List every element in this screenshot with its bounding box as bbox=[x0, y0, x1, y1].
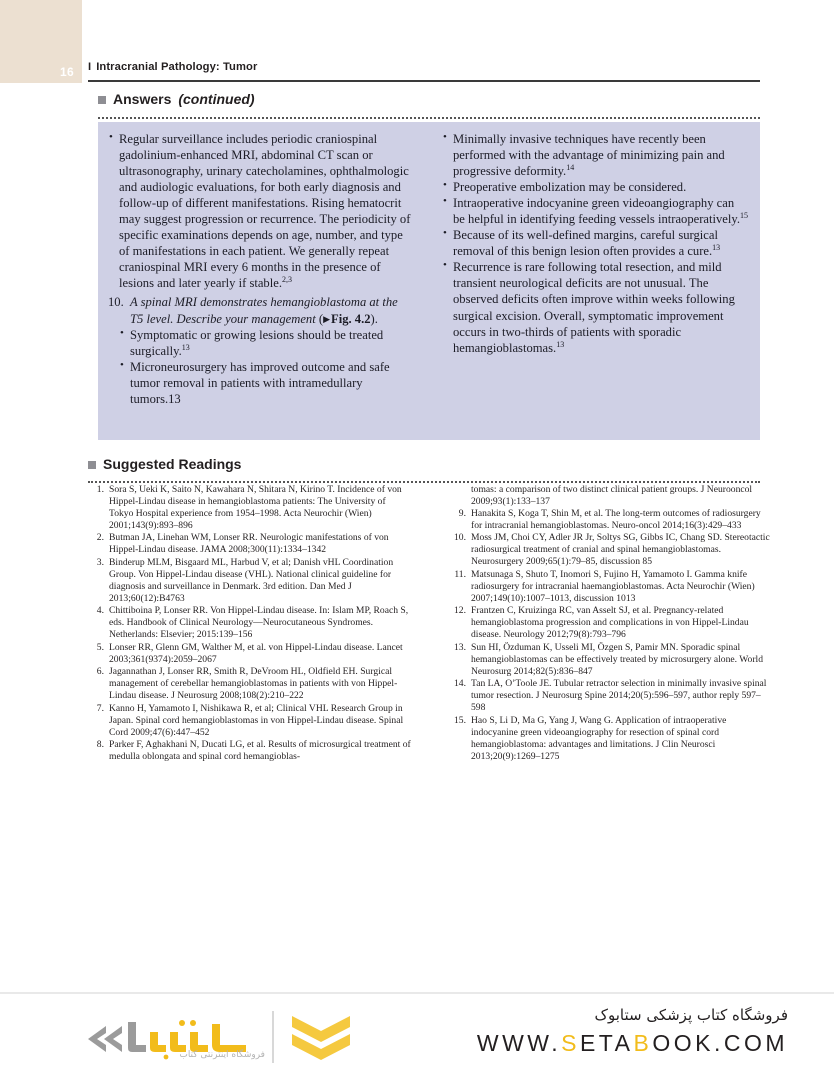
list-item bbox=[88, 557, 412, 605]
reference-text: Chittiboina P, Lonser RR. Von Hippel-Lindau disease. In: Islam MP, Roach S, eds. Handbook of Clinical Neurology—Neurocutaneous Syndromes. Netherlands: Elsevier; 2015:139–156 bbox=[109, 605, 409, 641]
footer-brand-text bbox=[358, 1006, 788, 1057]
reference-text: Lonser RR, Glenn GM, Walther M, et al. von Hippel-Lindau disease. Lancet 2003;361(9374):2059–2067 bbox=[109, 641, 403, 665]
reference-number: 1. bbox=[96, 484, 104, 495]
answer-bullet-text: Recurrence is rare following total resection, and mild transient neurological deficits are not unusual. The observed deficits often improve within weeks following surgical excision. Overall, symptomatic improvement occurs in two-thirds of patients with sporadic hemangioblastomas. bbox=[453, 260, 735, 355]
answer-bullet-text: Intraoperative indocyanine green videoangiography can be helpful in identifying feeding vessels intraoperatively. bbox=[453, 196, 741, 227]
reference-text: Sora S, Ueki K, Saito N, Kawahara N, Shitara N, Kirino T. Incidence of von Hippel-Lindau disease in hemangioblastoma patients: The University of Tokyo Hospital experience from 1954–1998. Acta Neurochir (Wien) 2001;143(9):893–896 bbox=[109, 484, 402, 531]
reference-number: 5. bbox=[96, 641, 104, 653]
list-item bbox=[442, 179, 748, 195]
list-item bbox=[450, 605, 772, 641]
list-item bbox=[450, 508, 772, 532]
page-number: 16 bbox=[60, 65, 74, 79]
list-item bbox=[442, 195, 748, 227]
url-part-0: WWW. bbox=[476, 1030, 562, 1056]
reference-text: Binderup MLM, Bisgaard ML, Harbud V, et al; Danish vHL Coordination Group. Von Hippel-Lindau disease (VHL). National clinical guideline for diagnosis and surveillance in Denmark. 3rd edition. Dan Med J 2013;60(12):B4763 bbox=[109, 556, 394, 604]
reference-number: 11. bbox=[454, 568, 466, 580]
reference-number: 3. bbox=[96, 556, 104, 568]
superscript-ref: 13 bbox=[712, 243, 721, 253]
reference-text: Parker F, Aghakhani N, Ducati LG, et al. Results of microsurgical treatment of medulla oblongata and spinal cord hemangioblas- bbox=[109, 739, 411, 763]
question-item-10 bbox=[108, 294, 414, 326]
superscript-ref: 13 bbox=[556, 339, 565, 349]
url-part-2: ETA bbox=[579, 1030, 634, 1056]
answers-right-column bbox=[428, 131, 748, 440]
triangle-right-icon: ▶ bbox=[323, 313, 330, 324]
readings-dotted-rule bbox=[88, 478, 760, 483]
reference-text: Frantzen C, Kruizinga RC, van Asselt SJ, et al. Pregnancy-related hemangioblastoma progression and complications in von Hippel-Lindau disease. Neurology 2012;79(8):793–796 bbox=[471, 605, 749, 641]
url-part-4: OOK.COM bbox=[652, 1030, 788, 1056]
url-part-1: S bbox=[561, 1030, 580, 1056]
reference-text: Butman JA, Linehan WM, Lonser RR. Neurologic manifestations of von Hippel-Lindau disease. JAMA 2008;300(11):1334–1342 bbox=[109, 532, 389, 556]
superscript-ref: 15 bbox=[740, 211, 749, 221]
reference-number: 14. bbox=[454, 678, 466, 690]
list-item bbox=[450, 678, 772, 714]
reference-text: Jagannathan J, Lonser RR, Smith R, DeVroom HL, Oldfield EH. Surgical management of cerebellar hemangioblastomas in patients with von Hippel-Lindau disease. J Neurosurg 2008;108(2):210–222 bbox=[109, 666, 398, 702]
reference-text: Matsunaga S, Shuto T, Inomori S, Fujino H, Yamamoto I. Gamma knife radiosurgery for intracranial haemangioblastomas. Acta Neurochir (Wien) 2007;149(10):1007–1013, discussion 1013 bbox=[471, 568, 755, 604]
reference-number: 13. bbox=[454, 641, 466, 653]
footer-tagline-fa: فروشگاه کتاب پزشکی ستابوک bbox=[594, 1006, 788, 1024]
answer-bullet-text: Preoperative embolization may be considered. bbox=[453, 180, 687, 195]
suggested-readings-heading bbox=[88, 456, 241, 472]
header-rule bbox=[88, 80, 760, 82]
answers-left-column bbox=[108, 131, 428, 440]
list-item bbox=[442, 259, 748, 355]
reference-text: Hanakita S, Koga T, Shin M, et al. The long-term outcomes of radiosurgery for intracranial hemangioblastomas. Neuro-oncol 2014;16(3):429–433 bbox=[471, 507, 761, 531]
footer-watermark-band bbox=[0, 992, 834, 1080]
answers-panel bbox=[98, 122, 760, 440]
reference-number: 9. bbox=[458, 507, 466, 519]
reference-number: 12. bbox=[454, 605, 466, 617]
reference-number: 15. bbox=[454, 714, 466, 726]
url-part-3: B bbox=[633, 1030, 653, 1056]
answers-right-bullet-list bbox=[442, 131, 748, 356]
answers-heading-suffix: (continued) bbox=[178, 91, 255, 107]
superscript-ref: 13 bbox=[181, 342, 190, 352]
suggested-readings-label: Suggested Readings bbox=[103, 456, 242, 472]
page-folio-block bbox=[0, 0, 82, 83]
list-item bbox=[450, 715, 772, 763]
list-item bbox=[442, 227, 748, 259]
footer-url[interactable] bbox=[358, 1030, 788, 1057]
reference-number: 7. bbox=[96, 702, 104, 714]
list-item bbox=[88, 666, 412, 702]
reference-text: Hao S, Li D, Ma G, Yang J, Wang G. Application of intraoperative indocyanine green videoangiography for resection of spinal cord hemangioblastoma: advantages and limitations. J Clin Neurosci 2013;20(9):1269–1275 bbox=[471, 714, 727, 762]
list-item bbox=[88, 532, 412, 556]
reference-number: 6. bbox=[96, 666, 104, 678]
answer-bullet-text: Because of its well-defined margins, careful surgical removal of this benign lesion often provides a cure. bbox=[453, 228, 718, 259]
superscript-ref: 2,3 bbox=[281, 275, 292, 285]
list-item bbox=[119, 327, 414, 359]
list-item bbox=[88, 739, 412, 763]
fig-open-paren: ( bbox=[318, 311, 324, 326]
list-item bbox=[119, 359, 414, 407]
list-item bbox=[450, 569, 772, 605]
reference-number: 10. bbox=[454, 532, 466, 544]
question-number: 10. bbox=[108, 295, 124, 310]
references-right-column bbox=[430, 484, 772, 764]
question-text: A spinal MRI demonstrates hemangioblastoma at the T5 level. Describe your management bbox=[130, 295, 398, 326]
list-item bbox=[88, 605, 412, 641]
list-item bbox=[442, 131, 748, 179]
reference-number: 4. bbox=[96, 605, 104, 617]
reference-text: Sun HI, Özduman K, Usseli MI, Özgen S, Pamir MN. Sporadic spinal hemangioblastomas can be effectively treated by microsurgery alone. World Neurosurg 2014;82(5):836–847 bbox=[471, 641, 764, 677]
list-item bbox=[450, 642, 772, 678]
figure-reference bbox=[319, 312, 378, 326]
reference-list-right bbox=[450, 508, 772, 763]
reference-text: Tan LA, O’Toole JE. Tubular retractor selection in minimally invasive spinal tumor resection. J Neurosurg Spine 2014;20(5):596–597, author reply 597–598 bbox=[471, 678, 767, 714]
chevron-stack-icon bbox=[290, 1014, 352, 1062]
answers-left-bullet-list bbox=[108, 131, 414, 291]
reference-list-left bbox=[88, 484, 412, 763]
answer-bullet-text: Regular surveillance includes periodic craniospinal gadolinium-enhanced MRI, abdominal CT scan or ultrasonography, urinary catecholamines, ophthalmologic and audiologic evaluations, for both early diagnosis and follow-up of different manifestations. Rising hematocrit may suggest progression or recurrence. The periodicity of specific examinations depends on age, number, and type of manifestations in each patient. We generally repeat craniospinal MRI every 6 months in the presence of lesions and later yearly if stable. bbox=[119, 132, 411, 291]
question-10-sub-list bbox=[119, 327, 414, 407]
figure-label: Fig. 4.2 bbox=[331, 311, 371, 326]
answers-heading-label: Answers bbox=[113, 91, 172, 107]
running-head-title: Intracranial Pathology: Tumor bbox=[96, 61, 258, 73]
reference-number: 8. bbox=[96, 739, 104, 751]
setabook-logo bbox=[62, 1008, 352, 1070]
list-item bbox=[88, 703, 412, 739]
sub-bullet-text: Microneurosurgery has improved outcome and safe tumor removal in patients with intramedullary tumors.13 bbox=[130, 359, 390, 406]
superscript-ref: 14 bbox=[566, 162, 575, 172]
logo-divider bbox=[272, 1011, 274, 1063]
list-item bbox=[88, 484, 412, 532]
references-section bbox=[88, 484, 772, 764]
reference-text: Moss JM, Choi CY, Adler JR Jr, Soltys SG, Gibbs IC, Chang SD. Stereotactic radiosurgical treatment of cranial and spinal hemangioblastomas. Neurosurgery 2009;65(1):79–85, discussion 85 bbox=[471, 532, 770, 568]
answer-bullet-text: Minimally invasive techniques have recently been performed with the advantage of minimizing pain and progressive deformity. bbox=[453, 132, 725, 179]
list-item bbox=[88, 642, 412, 666]
list-item bbox=[450, 532, 772, 568]
square-bullet-icon bbox=[88, 461, 96, 469]
logo-subtitle: فروشگاه اینترنتی کتاب bbox=[179, 1050, 265, 1060]
reference-continuation: tomas: a comparison of two distinct clinical patient groups. J Neurooncol 2009;93(1):133–137 bbox=[471, 484, 753, 507]
answers-heading bbox=[98, 91, 255, 107]
reference-text: Kanno H, Yamamoto I, Nishikawa R, et al; Clinical VHL Research Group in Japan. Spinal cord hemangioblastomas in von Hippel-Lindau disease. Spinal Cord 2009;47(6):447–452 bbox=[109, 702, 404, 738]
answers-dotted-rule bbox=[98, 114, 760, 119]
references-left-column bbox=[88, 484, 430, 764]
reference-number: 2. bbox=[96, 532, 104, 544]
running-head bbox=[88, 61, 760, 73]
list-item bbox=[108, 131, 414, 291]
square-bullet-icon bbox=[98, 96, 106, 104]
running-head-part: I bbox=[88, 61, 92, 73]
fig-close-paren: ). bbox=[370, 311, 378, 326]
sub-bullet-text: Symptomatic or growing lesions should be treated surgically. bbox=[130, 327, 384, 358]
